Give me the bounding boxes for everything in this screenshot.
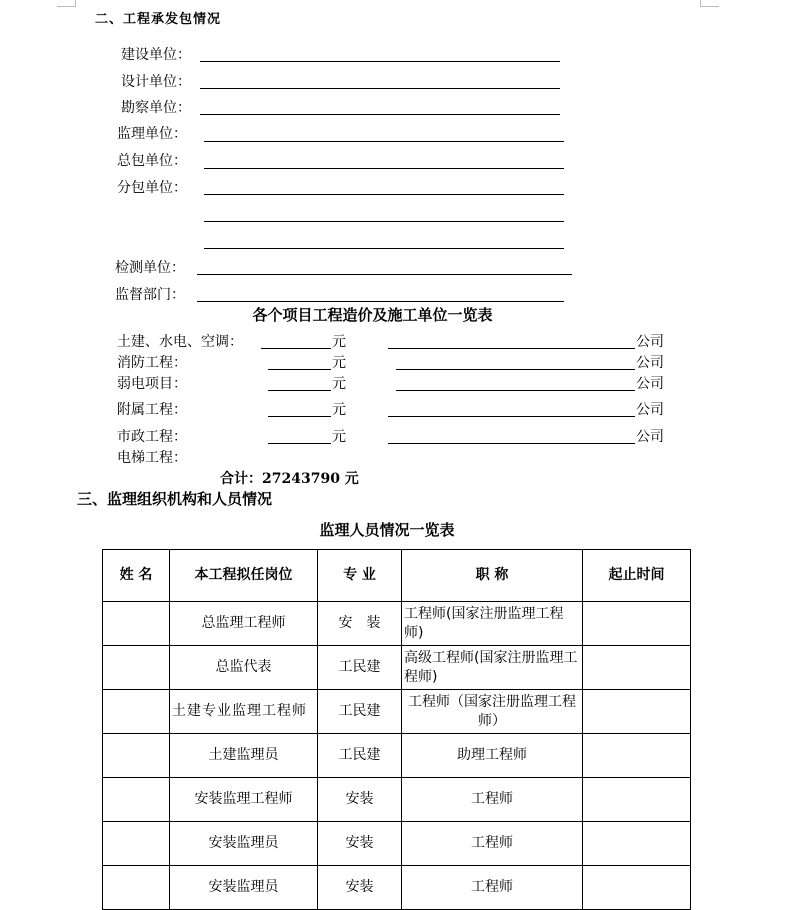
underline-blank [396,390,635,391]
section-2-title: 二、工程承发包情况 [95,12,222,27]
cell-title: 工程师 [402,866,583,910]
cost-total: 合计：27243790 元 [220,471,359,487]
header-major: 专 业 [318,550,402,602]
cell-title: 工程师 [402,778,583,822]
table-row [103,734,691,778]
cell-name [103,866,170,910]
underline-blank [396,369,635,370]
underline-blank [197,301,564,302]
table-row [103,646,691,690]
table-header-row [103,550,691,602]
table-row [103,866,691,910]
cell-major: 工民建 [318,690,402,734]
cell-name [103,734,170,778]
underline-blank [388,416,635,417]
cell-name [103,690,170,734]
cell-post: 土建监理员 [170,734,318,778]
cell-title: 助理工程师 [402,734,583,778]
company-suffix: 公司 [636,376,664,392]
underline-blank [200,61,560,62]
cell-name [103,646,170,690]
cell-period [583,602,691,646]
company-suffix: 公司 [636,429,664,445]
cost-table-title: 各个项目工程造价及施工单位一览表 [252,306,493,324]
unit-label-supervising-dept: 监督部门： [115,287,185,303]
cell-title: 高级工程师(国家注册监理工程师) [402,646,583,690]
cell-name [103,822,170,866]
unit-label-supervision: 监理单位： [117,126,187,142]
cell-period [583,778,691,822]
header-name: 姓 名 [103,550,170,602]
cell-name [103,602,170,646]
cell-major: 安 装 [318,602,402,646]
underline-blank [268,443,331,444]
cost-item-label: 土建、水电、空调： [117,334,243,350]
cell-title: 工程师(国家注册监理工程师) [402,602,583,646]
cell-post: 安装监理员 [170,822,318,866]
cost-item-label: 弱电项目： [117,376,187,392]
cell-post: 土建专业监理工程师 [170,690,318,734]
currency-unit: 元 [332,376,346,392]
cell-period [583,734,691,778]
cell-title: 工程师（国家注册监理工程师） [402,690,583,734]
cell-post: 总监理工程师 [170,602,318,646]
cell-post: 安装监理员 [170,866,318,910]
unit-label-survey: 勘察单位： [121,100,191,116]
unit-label-design: 设计单位： [121,74,191,90]
currency-unit: 元 [332,402,346,418]
underline-blank [388,443,635,444]
cell-major: 工民建 [318,734,402,778]
table-row [103,690,691,734]
underline-blank [204,248,564,249]
cell-major: 安装 [318,778,402,822]
unit-label-subcontractor: 分包单位： [117,180,187,196]
cell-name [103,778,170,822]
underline-blank [388,348,635,349]
underline-blank [268,390,331,391]
table-row [103,602,691,646]
underline-blank [204,141,564,142]
currency-unit: 元 [332,355,346,371]
cell-period [583,866,691,910]
cost-item-label: 电梯工程： [117,450,187,466]
cell-post: 安装监理工程师 [170,778,318,822]
company-suffix: 公司 [636,355,664,371]
cell-major: 安装 [318,822,402,866]
underline-blank [204,168,564,169]
cell-title: 工程师 [402,822,583,866]
unit-label-testing: 检测单位： [115,260,185,276]
underline-blank [200,88,560,89]
underline-blank [268,369,331,370]
cost-item-label: 消防工程： [117,355,187,371]
cell-major: 安装 [318,866,402,910]
underline-blank [197,274,572,275]
header-post: 本工程拟任岗位 [170,550,318,602]
underline-blank [261,348,331,349]
underline-blank [200,114,560,115]
table-row [103,822,691,866]
staff-table-title: 监理人员情况一览表 [319,521,455,539]
currency-unit: 元 [332,334,346,350]
page-corner-mark [700,0,719,7]
section-3-title: 三、监理组织机构和人员情况 [77,490,273,508]
company-suffix: 公司 [636,402,664,418]
underline-blank [204,221,564,222]
header-period: 起止时间 [583,550,691,602]
cell-post: 总监代表 [170,646,318,690]
table-row [103,778,691,822]
cell-period [583,822,691,866]
header-title: 职 称 [402,550,583,602]
underline-blank [268,416,331,417]
staff-table [102,549,691,910]
unit-label-construction: 建设单位： [121,47,191,63]
underline-blank [204,194,564,195]
company-suffix: 公司 [636,334,664,350]
cost-item-label: 市政工程： [117,429,187,445]
currency-unit: 元 [332,429,346,445]
cell-period [583,690,691,734]
cost-item-label: 附属工程： [117,402,187,418]
unit-label-general-contractor: 总包单位： [117,153,187,169]
page-corner-mark [57,0,76,7]
cell-period [583,646,691,690]
cell-major: 工民建 [318,646,402,690]
